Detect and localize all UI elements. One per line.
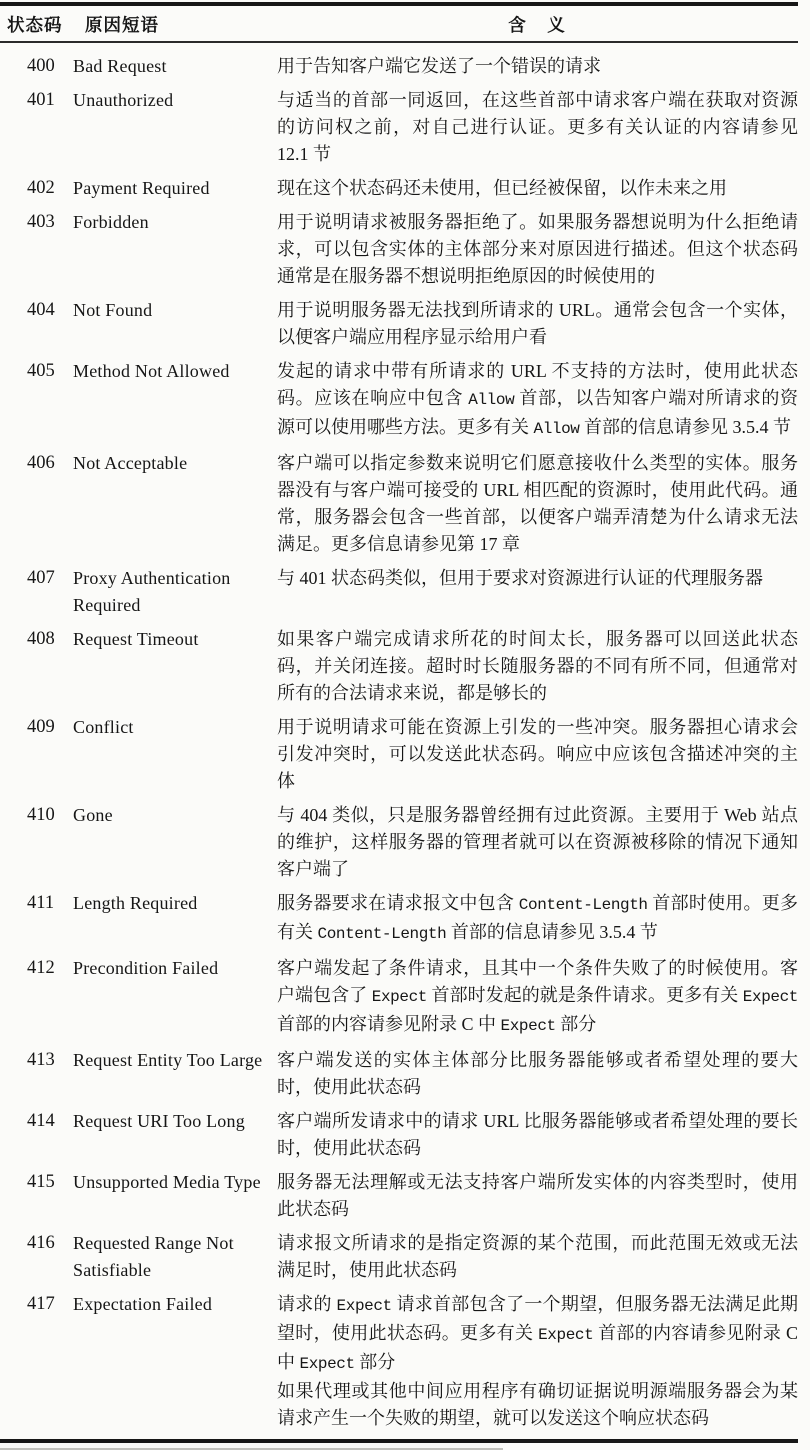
meaning-paragraph: 发起的请求中带有所请求的 URL 不支持的方法时，使用此状态码。应该在响应中包含 Allow 首部，以告知客户端对所请求的资源可以使用哪些方法。更多有关 Allow 首部的信息请参见 3.5.4 节	[277, 361, 799, 438]
status-code-cell: 409	[27, 717, 55, 737]
meaning-cell	[277, 53, 798, 80]
code-literal: Content-Length	[317, 925, 447, 943]
status-code-cell: 414	[27, 1111, 55, 1131]
status-code-cell: 417	[27, 1294, 55, 1314]
status-code-cell: 407	[27, 568, 55, 588]
meaning-paragraph: 客户端可以指定参数来说明它们愿意接收什么类型的实体。服务器没有与客户端可接受的 URL 相匹配的资源时，使用此代码。通常，服务器会包含一些首部，以便客户端弄清楚为什么请求无法满足。更多信息请参见第 17 章	[277, 453, 798, 554]
meaning-paragraph: 与 401 状态码类似，但用于要求对资源进行认证的代理服务器	[277, 568, 763, 588]
reason-phrase-cell: Not Acceptable	[73, 453, 188, 473]
table-row	[0, 175, 798, 202]
table-row	[0, 626, 798, 707]
reason-phrase-cell: Conflict	[73, 717, 134, 737]
code-literal: Content-Length	[518, 896, 648, 914]
table-row	[0, 450, 798, 558]
reason-phrase-cell: Request Entity Too Large	[73, 1050, 263, 1070]
reason-phrase-cell: Method Not Allowed	[73, 361, 230, 381]
meaning-paragraph: 与适当的首部一同返回，在这些首部中请求客户端在获取对资源的访问权之前，对自己进行认证。更多有关认证的内容请参见 12.1 节	[277, 90, 798, 164]
meaning-paragraph: 用于说明请求可能在资源上引发的一些冲突。服务器担心请求会引发冲突时，可以发送此状态码。响应中应该包含描述冲突的主体	[277, 717, 798, 791]
table-row	[0, 1169, 798, 1223]
meaning-paragraph: 与 404 类似，只是服务器曾经拥有过此资源。主要用于 Web 站点的维护，这样服务器的管理者就可以在资源被移除的情况下通知客户端了	[277, 805, 798, 879]
status-code-cell: 413	[27, 1050, 55, 1070]
table-row	[0, 955, 798, 1040]
status-code-cell: 412	[27, 958, 55, 978]
table-row	[0, 565, 798, 619]
header-meaning: 含 义	[508, 15, 567, 35]
reason-phrase-cell: Forbidden	[73, 212, 149, 232]
table-row	[0, 87, 798, 168]
meaning-cell	[277, 1047, 798, 1101]
reason-phrase-cell: Request URI Too Long	[73, 1111, 245, 1131]
reason-phrase-cell: Request Timeout	[73, 629, 199, 649]
code-literal: Expect	[742, 988, 799, 1006]
meaning-paragraph: 请求报文所请求的是指定资源的某个范围，而此范围无效或无法满足时，使用此状态码	[277, 1233, 798, 1280]
meaning-paragraph: 用于告知客户端它发送了一个错误的请求	[277, 56, 601, 76]
code-literal: Expect	[538, 1326, 594, 1344]
code-literal: Allow	[533, 420, 580, 438]
table-row	[0, 1047, 798, 1101]
status-code-cell: 406	[27, 453, 55, 473]
meaning-paragraph: 服务器要求在请求报文中包含 Content-Length 首部时使用。更多有关 Content-Length 首部的信息请参见 3.5.4 节	[277, 893, 799, 943]
status-code-cell: 402	[27, 178, 55, 198]
meaning-paragraph: 请求的 Expect 请求首部包含了一个期望，但服务器无法满足此期望时，使用此状态码。更多有关 Expect 首部的内容请参见附录 C 中 Expect 部分	[277, 1294, 799, 1373]
meaning-cell	[277, 955, 798, 1040]
status-code-cell: 400	[27, 56, 55, 76]
table-header-row	[0, 6, 798, 41]
reason-phrase-cell: Gone	[73, 805, 113, 825]
meaning-cell	[277, 714, 798, 795]
meaning-cell	[277, 565, 798, 619]
table-bottom-rule	[0, 1439, 798, 1443]
code-literal: Expect	[336, 1297, 392, 1315]
meaning-paragraph: 客户端发起了条件请求，且其中一个条件失败了的时候使用。客户端包含了 Expect 首部时发起的就是条件请求。更多有关 Expect 首部的内容请参见附录 C 中 Expect 部分	[277, 958, 799, 1035]
table-row	[0, 1230, 798, 1284]
table-row	[0, 1291, 798, 1432]
table-row	[0, 209, 798, 290]
meaning-paragraph: 服务器无法理解或无法支持客户端所发实体的内容类型时，使用此状态码	[277, 1172, 798, 1219]
meaning-cell	[277, 450, 798, 558]
code-literal: Allow	[468, 391, 515, 409]
meaning-paragraph: 客户端所发请求中的请求 URL 比服务器能够或者希望处理的要长时，使用此状态码	[277, 1111, 798, 1158]
code-literal: Expect	[500, 1017, 556, 1035]
header-status-code: 状态码	[7, 15, 63, 35]
meaning-cell	[277, 802, 798, 883]
status-code-cell: 405	[27, 361, 55, 381]
status-code-cell: 410	[27, 805, 55, 825]
meaning-paragraph: 如果代理或其他中间应用程序有确切证据说明源端服务器会为某请求产生一个失败的期望，就可以发送这个响应状态码	[277, 1381, 798, 1428]
table-row	[0, 802, 798, 883]
code-literal: Expect	[371, 988, 427, 1006]
reason-phrase-cell: Precondition Failed	[73, 958, 219, 978]
meaning-cell	[277, 209, 798, 290]
reason-phrase-cell: Not Found	[73, 300, 153, 320]
meaning-cell	[277, 297, 798, 351]
meaning-paragraph: 用于说明服务器无法找到所请求的 URL。通常会包含一个实体，以便客户端应用程序显示给用户看	[277, 300, 798, 347]
status-code-cell: 401	[27, 90, 55, 110]
reason-phrase-cell: Requested Range Not Satisfiable	[73, 1233, 234, 1280]
status-code-table-page	[0, 2, 810, 1450]
meaning-paragraph: 用于说明请求被服务器拒绝了。如果服务器想说明为什么拒绝请求，可以包含实体的主体部分来对原因进行描述。但这个状态码通常是在服务器不想说明拒绝原因的时候使用的	[277, 212, 798, 286]
status-code-cell: 416	[27, 1233, 55, 1253]
meaning-cell	[277, 890, 798, 948]
reason-phrase-cell: Length Required	[73, 893, 198, 913]
meaning-cell	[277, 1291, 798, 1432]
table-row	[0, 714, 798, 795]
reason-phrase-cell: Unauthorized	[73, 90, 174, 110]
reason-phrase-cell: Bad Request	[73, 56, 167, 76]
table-row	[0, 297, 798, 351]
meaning-paragraph: 如果客户端完成请求所花的时间太长，服务器可以回送此状态码，并关闭连接。超时时长随服务器的不同有所不同，但通常对所有的合法请求来说，都是够长的	[277, 629, 798, 703]
status-code-cell: 408	[27, 629, 55, 649]
table-body	[0, 43, 798, 1432]
reason-phrase-cell: Payment Required	[73, 178, 210, 198]
status-code-cell: 415	[27, 1172, 55, 1192]
meaning-paragraph: 现在这个状态码还未使用，但已经被保留，以作未来之用	[277, 178, 727, 198]
meaning-cell	[277, 175, 798, 202]
reason-phrase-cell: Expectation Failed	[73, 1294, 213, 1314]
table-row	[0, 358, 798, 443]
code-literal: Expect	[299, 1355, 355, 1373]
table-row	[0, 53, 798, 80]
meaning-cell	[277, 626, 798, 707]
table-row	[0, 890, 798, 948]
meaning-paragraph: 客户端发送的实体主体部分比服务器能够或者希望处理的要大时，使用此状态码	[277, 1050, 798, 1097]
meaning-cell	[277, 87, 798, 168]
meaning-cell	[277, 1169, 798, 1223]
status-code-cell: 411	[27, 893, 55, 913]
header-reason-phrase: 原因短语	[85, 15, 159, 35]
reason-phrase-cell: Proxy Authentication Required	[73, 568, 231, 615]
meaning-cell	[277, 1108, 798, 1162]
status-code-cell: 404	[27, 300, 55, 320]
status-code-cell: 403	[27, 212, 55, 232]
reason-phrase-cell: Unsupported Media Type	[73, 1172, 261, 1192]
meaning-cell	[277, 1230, 798, 1284]
meaning-cell	[277, 358, 798, 443]
table-row	[0, 1108, 798, 1162]
